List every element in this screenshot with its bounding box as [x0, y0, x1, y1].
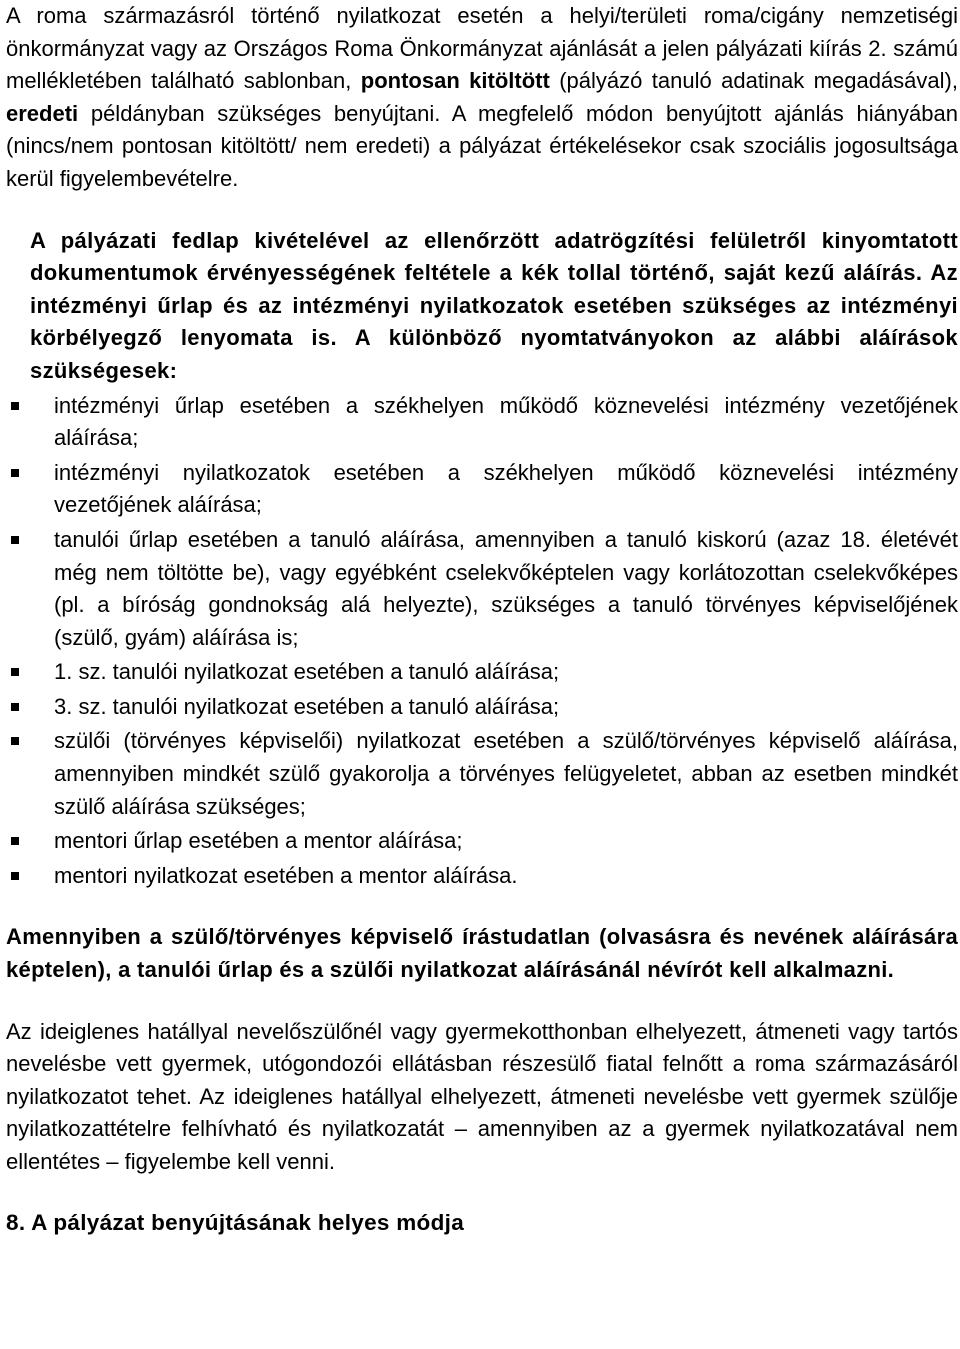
list-item-text: 1. sz. tanulói nyilatkozat esetében a tanuló aláírása;: [54, 659, 560, 685]
list-item: [6, 390, 958, 455]
list-item: [6, 825, 958, 858]
paragraph-text: (pályázó tanuló adatinak megadásával),: [549, 68, 958, 94]
list-item-text: szülői (törvényes képviselői) nyilatkozat esetében a szülő/törvényes képviselő aláírása, amennyiben mindkét szülő gyakorolja a törvényes felügyeletet, abban az esetben mindkét szülő aláírása szükséges;: [54, 728, 958, 819]
list-item-text: intézményi űrlap esetében a székhelyen működő köznevelési intézmény vezetőjének aláírása;: [54, 392, 958, 451]
list-item: [6, 860, 958, 893]
square-bullet-icon: [11, 703, 19, 711]
section-heading: 8. A pályázat benyújtásának helyes módja: [6, 1209, 465, 1235]
signature-requirements-list: [6, 390, 958, 893]
list-item: [6, 656, 958, 689]
document-page: [6, 0, 958, 1239]
emphasis-text: eredeti: [6, 100, 79, 126]
signature-requirements-intro: A pályázati fedlap kivételével az ellenőrzött adatrögzítési felületről kinyomtatott dokumentumok érvényességének feltétele a kék tollal történő, saját kezű aláírás. Az intézményi űrlap és az intézményi nyilatkozatok esetében szükséges az intézményi körbélyegző lenyomata is. A különböző nyomtatványokon az alábbi aláírások szükségesek:: [30, 227, 958, 383]
list-item-text: tanulói űrlap esetében a tanuló aláírása, amennyiben a tanuló kiskorú (azaz 18. életévét még nem töltötte be), vagy egyébként cselekvőképtelen vagy korlátozottan cselekvőképes (pl. a bíróság gondnokság alá helyezte), szükséges a tanuló törvényes képviselőjének (szülő, gyám) aláírása is;: [54, 526, 958, 650]
square-bullet-icon: [11, 668, 19, 676]
list-item: [6, 457, 958, 522]
list-item-text: mentori űrlap esetében a mentor aláírása;: [54, 828, 463, 854]
square-bullet-icon: [11, 469, 19, 477]
list-item-text: intézményi nyilatkozatok esetében a székhelyen működő köznevelési intézmény vezetőjének aláírása;: [54, 459, 958, 518]
square-bullet-icon: [11, 872, 19, 880]
emphasis-text: pontosan kitöltött: [360, 68, 550, 94]
foster-care-paragraph: Az ideiglenes hatállyal nevelőszülőnél vagy gyermekotthonban elhelyezett, átmeneti vagy tartós nevelésbe vett gyermek, utógondozói ellátásban részesülő fiatal felnőtt a roma származásáról nyilatkozatot tehet. Az ideiglenes hatállyal elhelyezett, átmeneti nevelésbe vett gyermek szülője nyilatkozattételre felhívható és nyilatkozatát – amennyiben az a gyermek nyilatkozatával nem ellentétes – figyelembe kell venni.: [6, 1018, 958, 1174]
list-item: [6, 524, 958, 654]
list-item: [6, 725, 958, 823]
list-item-text: mentori nyilatkozat esetében a mentor aláírása.: [54, 862, 518, 888]
square-bullet-icon: [11, 536, 19, 544]
square-bullet-icon: [11, 402, 19, 410]
square-bullet-icon: [11, 837, 19, 845]
paragraph-text: példányban szükséges benyújtani. A megfelelő módon benyújtott ajánlás hiányában (nincs/nem pontosan kitöltött/ nem eredeti) a pályázat értékelésekor csak szociális jogosultsága kerül figyelembevételre.: [6, 100, 958, 191]
list-item: [6, 691, 958, 724]
list-item-text: 3. sz. tanulói nyilatkozat esetében a tanuló aláírása;: [54, 693, 560, 719]
roma-declaration-paragraph: [6, 0, 958, 196]
illiterate-parent-paragraph: Amennyiben a szülő/törvényes képviselő írástudatlan (olvasásra és nevének aláírására képtelen), a tanulói űrlap és a szülői nyilatkozat aláírásánál névírót kell alkalmazni.: [6, 924, 958, 983]
paragraph-text: A roma származásról történő nyilatkozat esetén a helyi/területi roma/cigány nemzetiségi önkormányzat vagy az Országos Roma Önkormányzat ajánlását a jelen pályázati kiírás 2. számú mellékletében található sablonban,: [6, 3, 958, 94]
square-bullet-icon: [11, 737, 19, 745]
